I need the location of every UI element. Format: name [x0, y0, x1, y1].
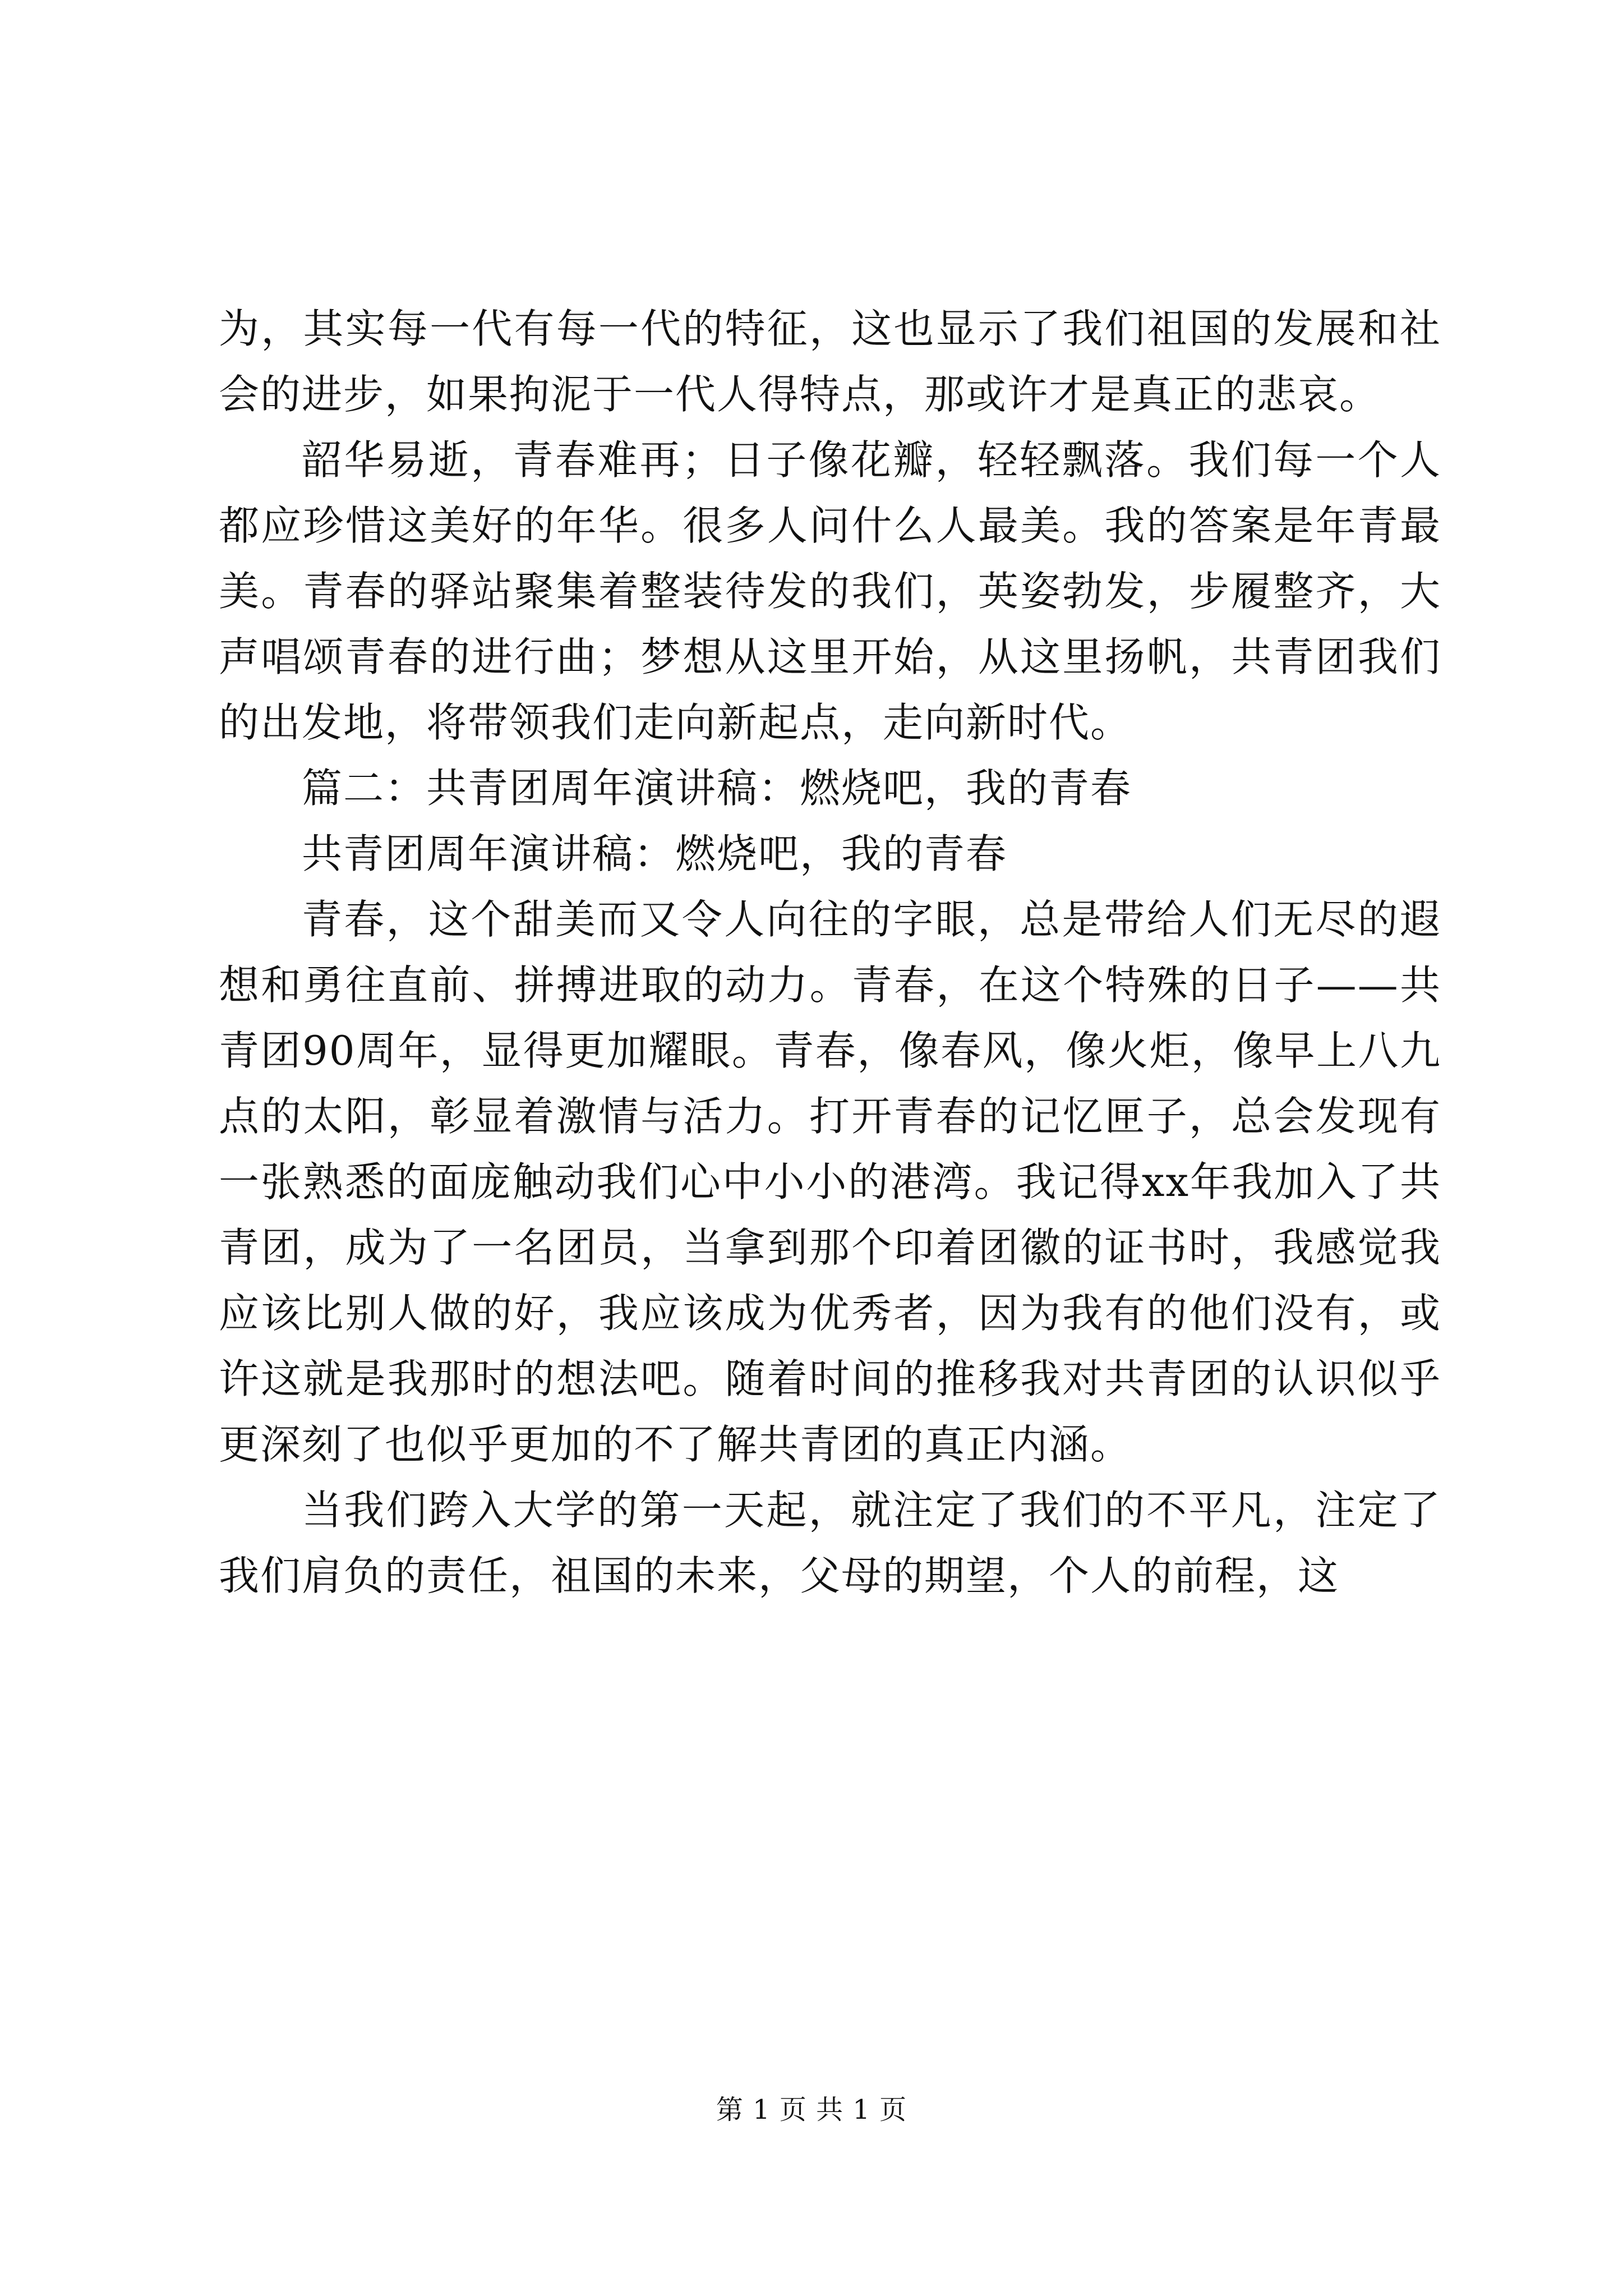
speech-title: 共青团周年演讲稿：燃烧吧，我的青春 — [302, 830, 1008, 877]
paragraph: 青春，这个甜美而又令人向往的字眼，总是带给人们无尽的遐想和勇往直前、拼搏进取的动力。青春，在这个特殊的日子——共青团90周年，显得更加耀眼。青春，像春风，像火炬，像早上八九点的太阳，彰显着激情与活力。打开青春的记忆匣子，总会发现有一张熟悉的面庞触动我们心中小小的港湾。我记得xx年我加入了共青团，成为了一名团员，当拿到那个印着团徽的证书时，我感觉我应该比别人做的好，我应该成为优秀者，因为我有的他们没有，或许这就是我那时的想法吧。随着时间的推移我对共青团的认识似乎更深刻了也似乎更加的不了解共青团的真正内涵。 — [219, 896, 1441, 1468]
paragraph: 当我们跨入大学的第一天起，就注定了我们的不平凡，注定了我们肩负的责任，祖国的未来，父母的期望，个人的前程，这 — [219, 1487, 1441, 1599]
document-body — [219, 296, 1441, 1609]
page-footer: 第 1 页 共 1 页 — [716, 2094, 907, 2125]
section-heading: 篇二：共青团周年演讲稿：燃烧吧，我的青春 — [302, 765, 1132, 812]
paragraph: 为，其实每一代有每一代的特征，这也显示了我们祖国的发展和社会的进步，如果拘泥于一代人得特点，那或许才是真正的悲哀。 — [219, 305, 1441, 418]
paragraph: 韶华易逝，青春难再；日子像花瓣，轻轻飘落。我们每一个人都应珍惜这美好的年华。很多人问什么人最美。我的答案是年青最美。青春的驿站聚集着整装待发的我们，英姿勃发，步履整齐，大声唱颂青春的进行曲；梦想从这里开始，从这里扬帆，共青团我们的出发地，将带领我们走向新起点，走向新时代。 — [219, 436, 1441, 746]
